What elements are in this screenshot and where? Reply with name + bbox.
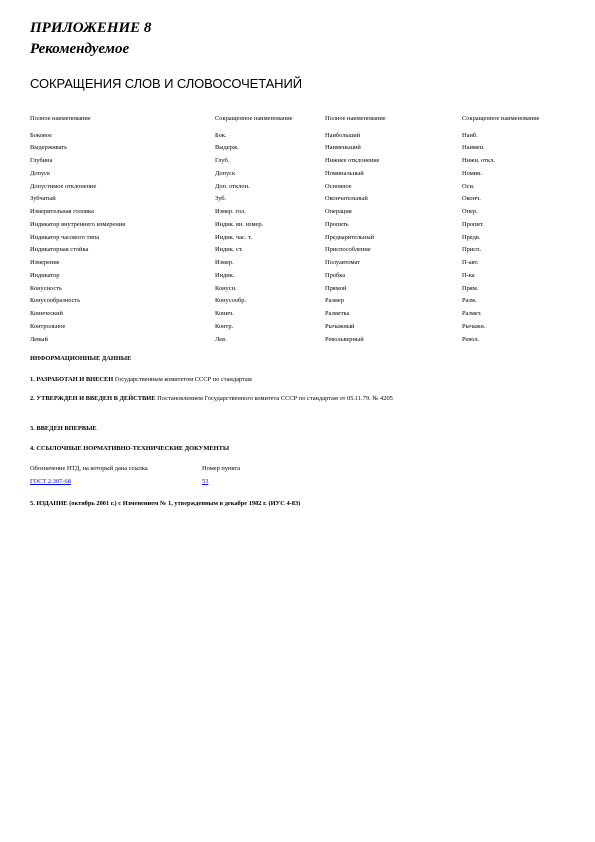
short-name-cell: Разм. bbox=[462, 297, 477, 305]
short-name-cell: П-авт. bbox=[462, 259, 479, 267]
references-table bbox=[30, 462, 292, 488]
table-row bbox=[30, 333, 560, 346]
table-row bbox=[30, 257, 560, 270]
table-row bbox=[30, 269, 560, 282]
full-name-cell: Наименьший bbox=[325, 144, 361, 152]
full-name-cell: Допустимое отклонение bbox=[30, 182, 97, 190]
full-name-cell: Измерение bbox=[30, 259, 60, 267]
info-section-title: ИНФОРМАЦИОННЫЕ ДАННЫЕ bbox=[30, 355, 132, 362]
short-name-cell: Индик. час. т. bbox=[215, 233, 252, 241]
reference-doc-link[interactable]: ГОСТ 2.307-68 bbox=[30, 477, 71, 485]
short-name-cell: Выдерж. bbox=[215, 144, 239, 152]
short-name-cell: Осн. bbox=[462, 182, 475, 190]
short-name-cell: Конусн. bbox=[215, 284, 237, 292]
table-body bbox=[30, 129, 560, 346]
appendix-status: Рекомендуемое bbox=[30, 41, 130, 57]
short-name-cell: Глуб. bbox=[215, 157, 230, 165]
info-item-text: Государственным комитетом СССР по стандартам bbox=[114, 376, 252, 383]
short-name-cell: Индик. bbox=[215, 271, 235, 279]
table-row bbox=[30, 295, 560, 308]
table-row bbox=[30, 193, 560, 206]
info-item-introduced: 3. ВВЕДЕН ВПЕРВЫЕ bbox=[30, 425, 97, 432]
appendix-title: ПРИЛОЖЕНИЕ 8 bbox=[30, 20, 152, 36]
full-name-cell: Номинальный bbox=[325, 169, 364, 177]
short-name-cell: Доп. отклон. bbox=[215, 182, 250, 190]
short-name-cell: Размет. bbox=[462, 310, 482, 318]
full-name-cell: Размер bbox=[325, 297, 344, 305]
full-name-cell: Операция bbox=[325, 208, 352, 216]
full-name-cell: Левый bbox=[30, 335, 48, 343]
short-name-cell: Наиб. bbox=[462, 131, 478, 139]
short-name-cell: Индик. вн. измер. bbox=[215, 220, 264, 228]
short-name-cell: Конич. bbox=[215, 310, 234, 318]
column-header-short-name: Сокращенное наименование bbox=[462, 115, 540, 123]
full-name-cell: Допуск bbox=[30, 169, 51, 177]
full-name-cell: Разметка bbox=[325, 310, 350, 318]
full-name-cell: Конусообразность bbox=[30, 297, 81, 305]
short-name-cell: Прям. bbox=[462, 284, 479, 292]
full-name-cell: Зубчатый bbox=[30, 195, 56, 203]
full-name-cell: Пропить bbox=[325, 220, 349, 228]
full-name-cell: Выдерживать bbox=[30, 144, 67, 152]
reference-item-link[interactable]: 53 bbox=[202, 477, 209, 485]
references-doc-header: Обозначение НТД, на который дана ссылка bbox=[30, 464, 148, 472]
short-name-cell: Пропит. bbox=[462, 220, 484, 228]
short-name-cell: Контр. bbox=[215, 322, 234, 330]
full-name-cell: Индикатор bbox=[30, 271, 60, 279]
short-name-cell: Предв. bbox=[462, 233, 481, 241]
references-header-row bbox=[30, 462, 292, 475]
full-name-cell: Пробка bbox=[325, 271, 346, 279]
full-name-cell: Индикатор часового типа bbox=[30, 233, 100, 241]
short-name-cell: Лев. bbox=[215, 335, 227, 343]
table-row bbox=[30, 244, 560, 257]
info-item-edition: 5. ИЗДАНИЕ (октябрь 2001 г.) с Изменением № 1, утвержденным в декабре 1982 г. (ИУС 4-83) bbox=[30, 500, 301, 507]
short-name-cell: Опер. bbox=[462, 208, 478, 216]
page-heading: СОКРАЩЕНИЯ СЛОВ И СЛОВОСОЧЕТАНИЙ bbox=[30, 76, 302, 91]
short-name-cell: Измер. bbox=[215, 259, 234, 267]
short-name-cell: Нижн. откл. bbox=[462, 157, 495, 165]
table-row bbox=[30, 129, 560, 142]
full-name-cell: Окончательный bbox=[325, 195, 368, 203]
full-name-cell: Контрольное bbox=[30, 322, 66, 330]
short-name-cell: Номин. bbox=[462, 169, 483, 177]
full-name-cell: Приспособление bbox=[325, 246, 371, 254]
full-name-cell: Боковое bbox=[30, 131, 52, 139]
short-name-cell: Зуб. bbox=[215, 195, 227, 203]
full-name-cell: Предварительный bbox=[325, 233, 375, 241]
full-name-cell: Конусность bbox=[30, 284, 62, 292]
full-name-cell: Прямой bbox=[325, 284, 347, 292]
info-item-approved bbox=[30, 394, 560, 404]
short-name-cell: Конусообр. bbox=[215, 297, 247, 305]
column-header-short-name: Сокращенное наименование bbox=[215, 115, 293, 123]
column-header-full-name: Полное наименование bbox=[325, 115, 386, 123]
table-row bbox=[30, 206, 560, 219]
short-name-cell: Оконч. bbox=[462, 195, 481, 203]
references-item-header: Номер пункта bbox=[202, 464, 241, 472]
full-name-cell: Конический bbox=[30, 310, 63, 318]
info-item-text: Постановлением Государственного комитета СССР по стандартам от 05.11.79. № 4205 bbox=[157, 395, 393, 402]
full-name-cell: Индикатор внутреннего измерения bbox=[30, 220, 126, 228]
info-item-developed bbox=[30, 375, 560, 385]
short-name-cell: Наимен. bbox=[462, 144, 485, 152]
table-row bbox=[30, 155, 560, 168]
table-header-row bbox=[30, 109, 560, 129]
table-row bbox=[30, 180, 560, 193]
full-name-cell: Глубина bbox=[30, 157, 53, 165]
full-name-cell: Нижнее отклонение bbox=[325, 157, 380, 165]
table-row bbox=[30, 142, 560, 155]
short-name-cell: Бок. bbox=[215, 131, 227, 139]
table-row bbox=[30, 308, 560, 321]
info-item-references: 4. ССЫЛОЧНЫЕ НОРМАТИВНО-ТЕХНИЧЕСКИЕ ДОКУМЕНТЫ bbox=[30, 445, 230, 452]
table-row bbox=[30, 231, 560, 244]
full-name-cell: Револьверный bbox=[325, 335, 364, 343]
table-row bbox=[30, 218, 560, 231]
abbreviations-table bbox=[30, 109, 560, 346]
info-item-label: 1. РАЗРАБОТАН И ВНЕСЕН bbox=[30, 376, 114, 383]
short-name-cell: Допуск bbox=[215, 169, 236, 177]
short-name-cell: Присп. bbox=[462, 246, 482, 254]
table-row bbox=[30, 167, 560, 180]
references-row bbox=[30, 475, 292, 488]
full-name-cell: Основное bbox=[325, 182, 352, 190]
full-name-cell: Наибольший bbox=[325, 131, 361, 139]
short-name-cell: Револ. bbox=[462, 335, 480, 343]
short-name-cell: Рычажн. bbox=[462, 322, 486, 330]
table-row bbox=[30, 320, 560, 333]
info-item-label: 2. УТВЕРЖДЕН И ВВЕДЕН В ДЕЙСТВИЕ bbox=[30, 395, 156, 402]
full-name-cell: Индикаторная стойка bbox=[30, 246, 89, 254]
short-name-cell: П-ка bbox=[462, 271, 475, 279]
full-name-cell: Измерительная головка bbox=[30, 208, 94, 216]
table-row bbox=[30, 282, 560, 295]
full-name-cell: Полуавтомат bbox=[325, 259, 360, 267]
short-name-cell: Измер. гол. bbox=[215, 208, 246, 216]
full-name-cell: Рычажный bbox=[325, 322, 355, 330]
column-header-full-name: Полное наименование bbox=[30, 115, 91, 123]
short-name-cell: Индик. ст. bbox=[215, 246, 243, 254]
